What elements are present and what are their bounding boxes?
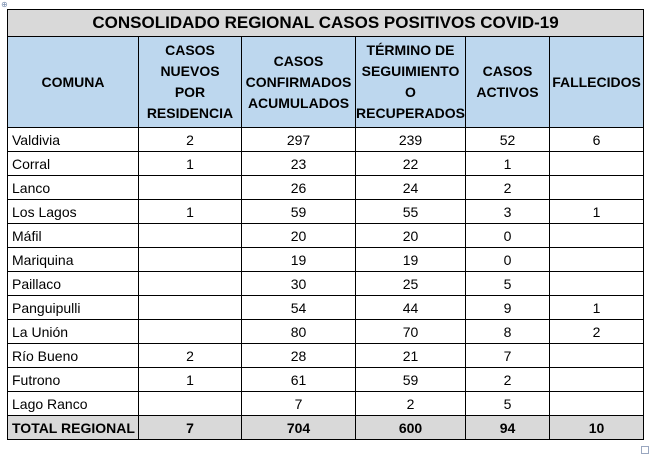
- value-cell: [139, 176, 242, 200]
- value-cell: 9: [466, 296, 550, 320]
- comuna-cell: Futrono: [8, 368, 139, 392]
- value-cell: 52: [466, 128, 550, 152]
- column-header-line: FALLECIDOS: [552, 73, 641, 90]
- value-cell: 23: [242, 152, 356, 176]
- column-header-line: SEGUIMIENTO: [361, 63, 460, 79]
- value-cell: 1: [139, 200, 242, 224]
- comuna-cell: Lago Ranco: [8, 392, 139, 416]
- value-cell: 55: [356, 200, 466, 224]
- value-cell: [550, 176, 644, 200]
- value-cell: 26: [242, 176, 356, 200]
- value-cell: 2: [139, 128, 242, 152]
- value-cell: 21: [356, 344, 466, 368]
- table-move-handle-icon[interactable]: ⊕: [1, 0, 8, 9]
- value-cell: [139, 392, 242, 416]
- table-row: [8, 392, 644, 416]
- column-header-line: O: [405, 84, 416, 100]
- table-row: [8, 200, 644, 224]
- value-cell: 30: [242, 272, 356, 296]
- comuna-cell: Corral: [8, 152, 139, 176]
- table-row: [8, 176, 644, 200]
- total-value: 7: [139, 416, 242, 440]
- value-cell: [550, 344, 644, 368]
- column-header-line: RESIDENCIA: [146, 105, 234, 121]
- value-cell: 54: [242, 296, 356, 320]
- total-value: 10: [550, 416, 644, 440]
- value-cell: 2: [550, 320, 644, 344]
- column-header-line: CASOS: [165, 42, 215, 58]
- comuna-cell: Máfil: [8, 224, 139, 248]
- value-cell: 8: [466, 320, 550, 344]
- value-cell: 70: [356, 320, 466, 344]
- total-value: 94: [466, 416, 550, 440]
- value-cell: [139, 320, 242, 344]
- value-cell: 59: [356, 368, 466, 392]
- value-cell: 7: [242, 392, 356, 416]
- column-header-line: NUEVOS: [160, 63, 220, 79]
- value-cell: 61: [242, 368, 356, 392]
- value-cell: 20: [242, 224, 356, 248]
- value-cell: 1: [550, 200, 644, 224]
- value-cell: [550, 272, 644, 296]
- column-header-line: ACTIVOS: [476, 84, 539, 100]
- value-cell: 1: [139, 368, 242, 392]
- table-resize-handle-icon[interactable]: [641, 446, 649, 454]
- comuna-cell: Río Bueno: [8, 344, 139, 368]
- value-cell: 3: [466, 200, 550, 224]
- column-header-line: CASOS: [273, 52, 324, 69]
- value-cell: [550, 224, 644, 248]
- value-cell: [139, 224, 242, 248]
- value-cell: 2: [356, 392, 466, 416]
- column-header-line: COMUNA: [41, 73, 105, 90]
- total-row: [8, 416, 644, 440]
- column-header-line: CASOS: [482, 63, 533, 79]
- column-header: [550, 37, 644, 128]
- column-header: [139, 37, 242, 128]
- comuna-cell: Valdivia: [8, 128, 139, 152]
- value-cell: [139, 296, 242, 320]
- value-cell: [550, 368, 644, 392]
- table-row: [8, 128, 644, 152]
- comuna-cell: Lanco: [8, 176, 139, 200]
- value-cell: 1: [466, 152, 550, 176]
- table-row: [8, 320, 644, 344]
- table-row: [8, 224, 644, 248]
- value-cell: 0: [466, 248, 550, 272]
- value-cell: 80: [242, 320, 356, 344]
- value-cell: 2: [466, 176, 550, 200]
- value-cell: 2: [466, 368, 550, 392]
- column-header-line: RECUPERADOS: [356, 105, 465, 121]
- value-cell: 20: [356, 224, 466, 248]
- comuna-cell: Los Lagos: [8, 200, 139, 224]
- total-label: TOTAL REGIONAL: [8, 416, 139, 440]
- value-cell: 1: [550, 296, 644, 320]
- total-value: 704: [242, 416, 356, 440]
- column-header-line: ACUMULADOS: [247, 94, 350, 111]
- column-header: [242, 37, 356, 128]
- value-cell: 28: [242, 344, 356, 368]
- comuna-cell: La Unión: [8, 320, 139, 344]
- value-cell: 297: [242, 128, 356, 152]
- value-cell: 6: [550, 128, 644, 152]
- table-row: [8, 344, 644, 368]
- total-value: 600: [356, 416, 466, 440]
- column-header-line: POR: [174, 84, 206, 100]
- column-header: [356, 37, 466, 128]
- column-header-line: TÉRMINO DE: [366, 42, 455, 58]
- value-cell: 19: [242, 248, 356, 272]
- value-cell: 59: [242, 200, 356, 224]
- table-row: [8, 248, 644, 272]
- value-cell: 7: [466, 344, 550, 368]
- comuna-cell: Paillaco: [8, 272, 139, 296]
- value-cell: 239: [356, 128, 466, 152]
- comuna-cell: Panguipulli: [8, 296, 139, 320]
- table-title: CONSOLIDADO REGIONAL CASOS POSITIVOS COVID-19: [8, 10, 644, 37]
- value-cell: 0: [466, 224, 550, 248]
- value-cell: 24: [356, 176, 466, 200]
- value-cell: [550, 152, 644, 176]
- value-cell: 5: [466, 272, 550, 296]
- value-cell: [550, 392, 644, 416]
- value-cell: [139, 248, 242, 272]
- table-row: [8, 272, 644, 296]
- value-cell: 25: [356, 272, 466, 296]
- column-header: [8, 37, 139, 128]
- table-row: [8, 296, 644, 320]
- comuna-cell: Mariquina: [8, 248, 139, 272]
- value-cell: 5: [466, 392, 550, 416]
- value-cell: [550, 248, 644, 272]
- column-header-line: CONFIRMADOS: [245, 73, 352, 90]
- covid-cases-table: [7, 9, 644, 440]
- column-header: [466, 37, 550, 128]
- value-cell: 2: [139, 344, 242, 368]
- table-row: [8, 368, 644, 392]
- value-cell: 19: [356, 248, 466, 272]
- value-cell: 44: [356, 296, 466, 320]
- value-cell: 1: [139, 152, 242, 176]
- value-cell: 22: [356, 152, 466, 176]
- table-row: [8, 152, 644, 176]
- value-cell: [139, 272, 242, 296]
